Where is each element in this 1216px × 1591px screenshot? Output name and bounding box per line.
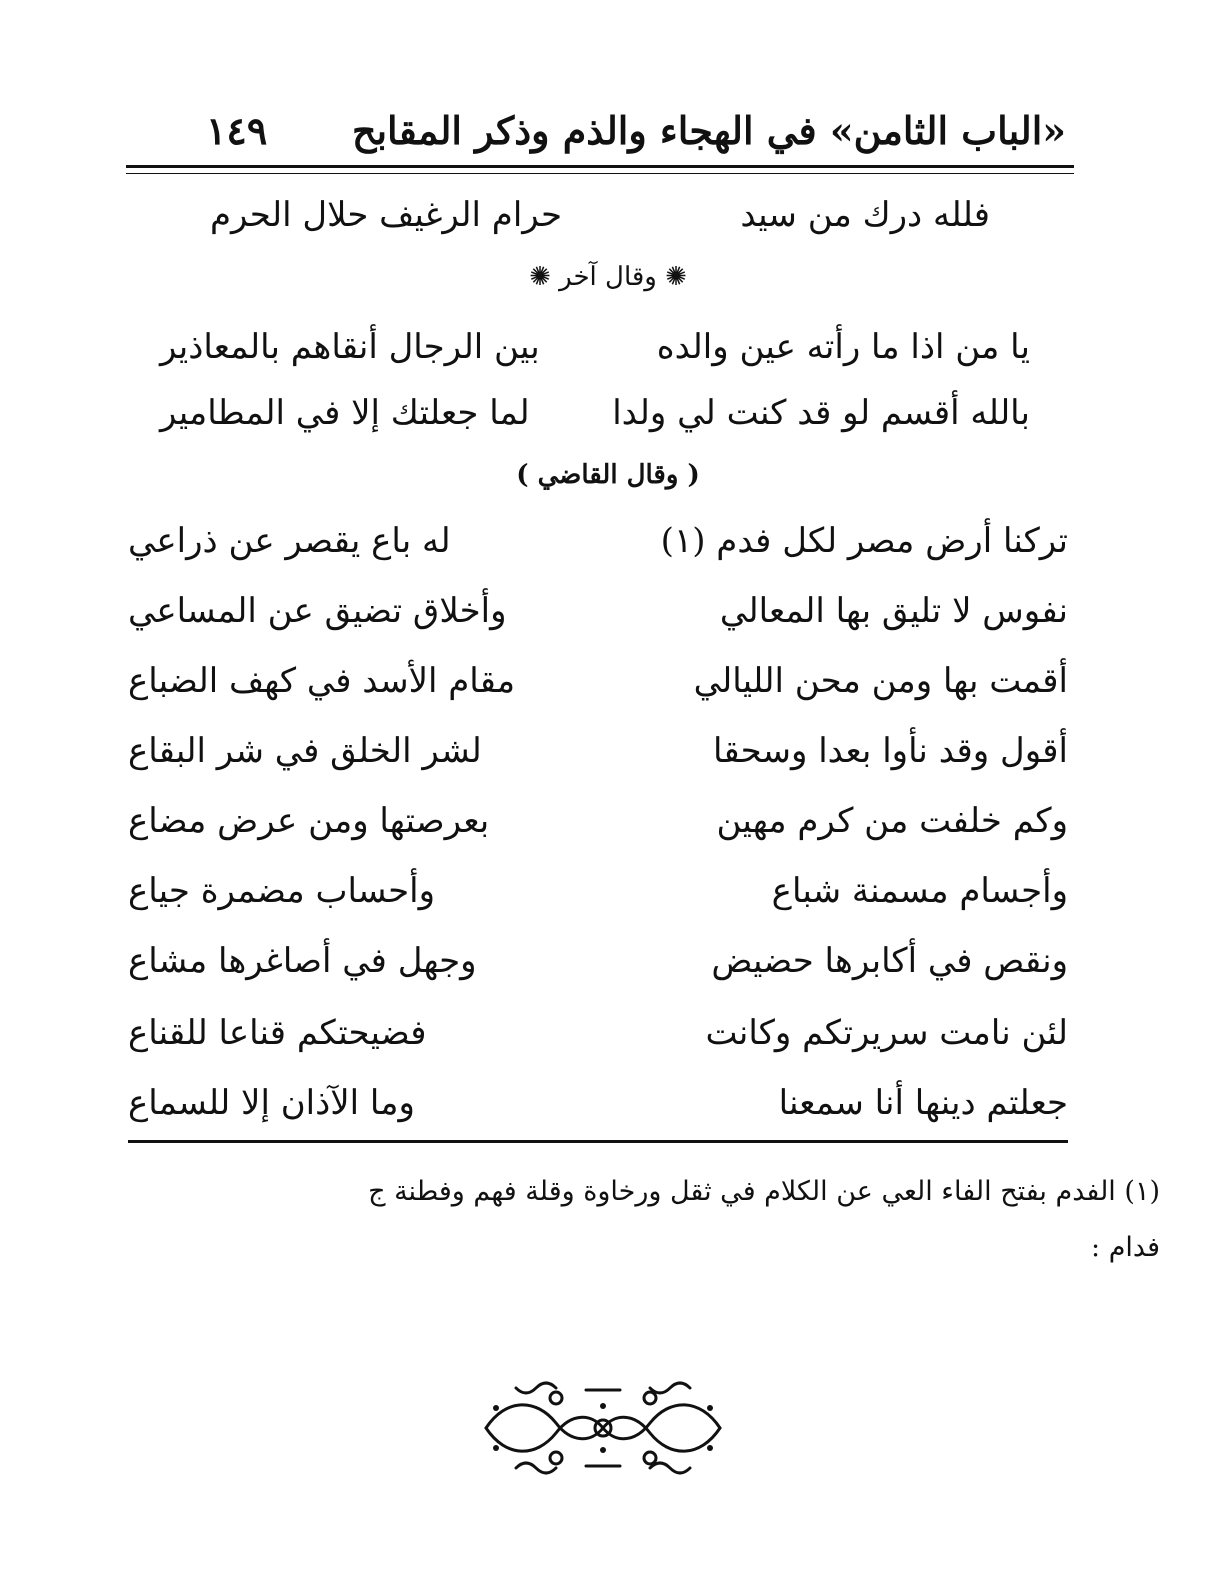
footnote-rule [128, 1140, 1068, 1143]
verse-left-hemistich: لما جعلتك إلا في المطامير [160, 393, 530, 433]
poem-2-verse [128, 661, 1068, 708]
star-ornament-icon: ✺ [656, 262, 687, 292]
verse-right-hemistich: بالله أقسم لو قد كنت لي ولدا [612, 393, 1030, 433]
poem-2-verse [128, 941, 1068, 988]
poem-2-verse [128, 1013, 1068, 1060]
poem-2-verse [128, 871, 1068, 918]
verse-left-hemistich: وأحساب مضمرة جياع [128, 871, 436, 911]
floral-ornament-icon [476, 1378, 730, 1478]
poem-2-verse [128, 801, 1068, 848]
verse-left-hemistich: بين الرجال أنقاهم بالمعاذير [160, 327, 540, 367]
poem-1-verse [160, 393, 1030, 440]
poem-2-verse [128, 591, 1068, 638]
poem-2-verse [128, 731, 1068, 778]
verse-left-hemistich: فضيحتكم قناعا للقناع [128, 1013, 427, 1053]
heading-another-said [0, 262, 1216, 292]
verse-right-hemistich: ونقص في أكابرها حضيض [711, 941, 1068, 981]
verse-right-hemistich: وكم خلفت من كرم مهين [716, 801, 1068, 841]
heading-text: وقال آخر [559, 262, 657, 292]
verse-right-hemistich: جعلتم دينها أنا سمعنا [778, 1083, 1068, 1123]
heading-judge-said [0, 460, 1216, 490]
footnote-line-2: فدام : [1091, 1232, 1160, 1263]
verse-left-hemistich: وأخلاق تضيق عن المساعي [128, 591, 507, 631]
star-ornament-icon: ✺ [529, 262, 560, 292]
poem-2-verse [128, 521, 1068, 568]
opening-verse-right: فلله درك من سيد [740, 195, 990, 235]
opening-verse [210, 195, 990, 238]
opening-verse-left: حرام الرغيف حلال الحرم [210, 195, 563, 235]
verse-left-hemistich: مقام الأسد في كهف الضباع [128, 661, 516, 701]
verse-right-hemistich: أقمت بها ومن محن الليالي [693, 661, 1068, 701]
header-rule-thin [126, 173, 1074, 174]
chapter-title: «الباب الثامن» في الهجاء والذم وذكر المقابح [351, 108, 1066, 153]
poem-1-verse [160, 327, 1030, 374]
verse-right-hemistich: يا من اذا ما رأته عين والده [656, 327, 1030, 367]
heading-text: ( وقال القاضي ) [516, 460, 700, 490]
poem-2-verse [128, 1083, 1068, 1130]
header-rule [126, 165, 1074, 168]
verse-right-hemistich: لئن نامت سريرتكم وكانت [705, 1013, 1068, 1053]
verse-left-hemistich: بعرصتها ومن عرض مضاع [128, 801, 490, 841]
verse-left-hemistich: له باع يقصر عن ذراعي [128, 521, 451, 561]
verse-left-hemistich: وما الآذان إلا للسماع [128, 1083, 415, 1123]
verse-right-hemistich: وأجسام مسمنة شباع [771, 871, 1068, 911]
verse-right-hemistich: أقول وقد نأوا بعدا وسحقا [713, 731, 1068, 771]
page-header [126, 108, 1066, 158]
page-number: ١٤٩ [206, 108, 268, 153]
verse-right-hemistich: نفوس لا تليق بها المعالي [719, 591, 1068, 631]
verse-left-hemistich: وجهل في أصاغرها مشاع [128, 941, 477, 981]
verse-right-hemistich: تركنا أرض مصر لكل فدم (١) [660, 521, 1068, 561]
footnote-line-1: (١) الفدم بفتح الفاء العي عن الكلام في ثقل ورخاوة وقلة فهم وفطنة ج [368, 1176, 1160, 1207]
verse-left-hemistich: لشر الخلق في شر البقاع [128, 731, 482, 771]
